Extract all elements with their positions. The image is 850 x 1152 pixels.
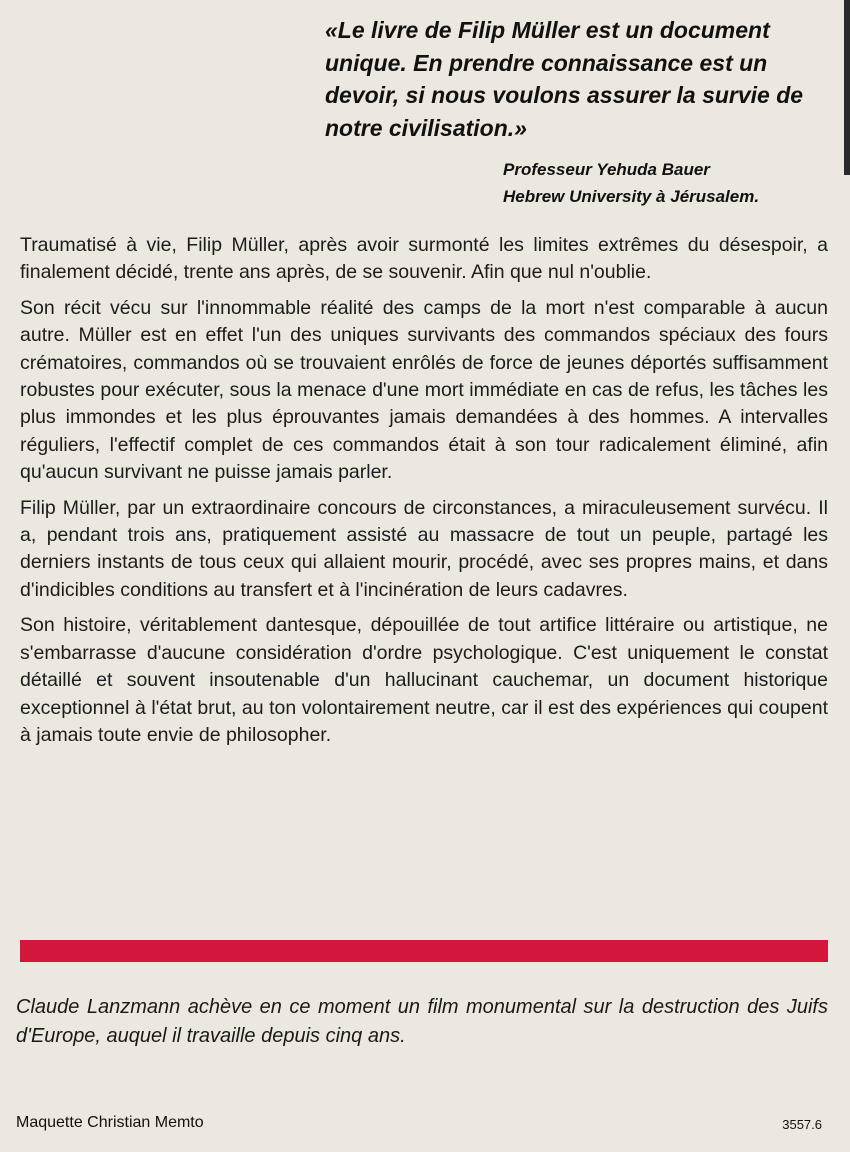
pull-quote: «Le livre de Filip Müller est un document unique. En prendre connaissance est un devoir, si nous voulons assurer la survie de notre civilisation.» (325, 17, 804, 141)
catalog-code: 3557.6 (782, 1117, 822, 1132)
cover-edge-strip (844, 0, 850, 175)
blurb-paragraph-1: Traumatisé à vie, Filip Müller, après avoir surmonté les limites extrêmes du désespoir, a finalement décidé, trente ans après, de se souvenir. Afin que nul n'oublie. (20, 234, 828, 284)
blurb-paragraph-4: Son histoire, véritablement dantesque, dépouillée de tout artifice littéraire ou artistique, ne s'embarrasse d'aucune considération d'ordre psychologique. C'est uniquement le constat détaillé et souvent insoutenable d'un hallucinant cauchemar, un document historique exceptionnel à l'état brut, au ton volontairement neutre, car il est des expériences qui coupent à jamais toute envie de philosopher. (20, 614, 828, 746)
lanzmann-note: Claude Lanzmann achève en ce moment un film monumental sur la destruction des Juifs d'Europe, auquel il travaille depuis cinq ans. (16, 996, 828, 1047)
quote-affiliation: Hebrew University à Jérusalem. (503, 187, 760, 206)
quote-author: Professeur Yehuda Bauer (503, 160, 710, 179)
blurb-body (20, 232, 828, 757)
quote-attribution (503, 156, 843, 210)
blurb-paragraph-2: Son récit vécu sur l'innommable réalité des camps de la mort n'est comparable à aucun autre. Müller est en effet l'un des uniques survivants des commandos spéciaux des fours crématoires, commandos où se trouvaient enrôlés de force de jeunes déportés suffisamment robustes pour exécuter, sous la menace d'une mort immédiate en cas de refus, les tâches les plus immondes et les plus éprouvantes jamais demandées à des hommes. A intervalles réguliers, l'effectif complet de ces commandos était à son tour radicalement éliminé, afin qu'aucun survivant ne puisse jamais parler. (20, 296, 828, 484)
design-credit: Maquette Christian Memto (16, 1114, 204, 1131)
blurb-paragraph-3: Filip Müller, par un extraordinaire concours de circonstances, a miraculeusement survécu. Il a, pendant trois ans, pratiquement assisté au massacre de tout un peuple, partagé les derniers instants de tous ceux qui allaient mourir, procédé, avec ses propres mains, et dans d'indicibles conditions au transfert et à l'incinération de leurs cadavres. (20, 496, 828, 601)
red-divider-band (20, 940, 828, 962)
